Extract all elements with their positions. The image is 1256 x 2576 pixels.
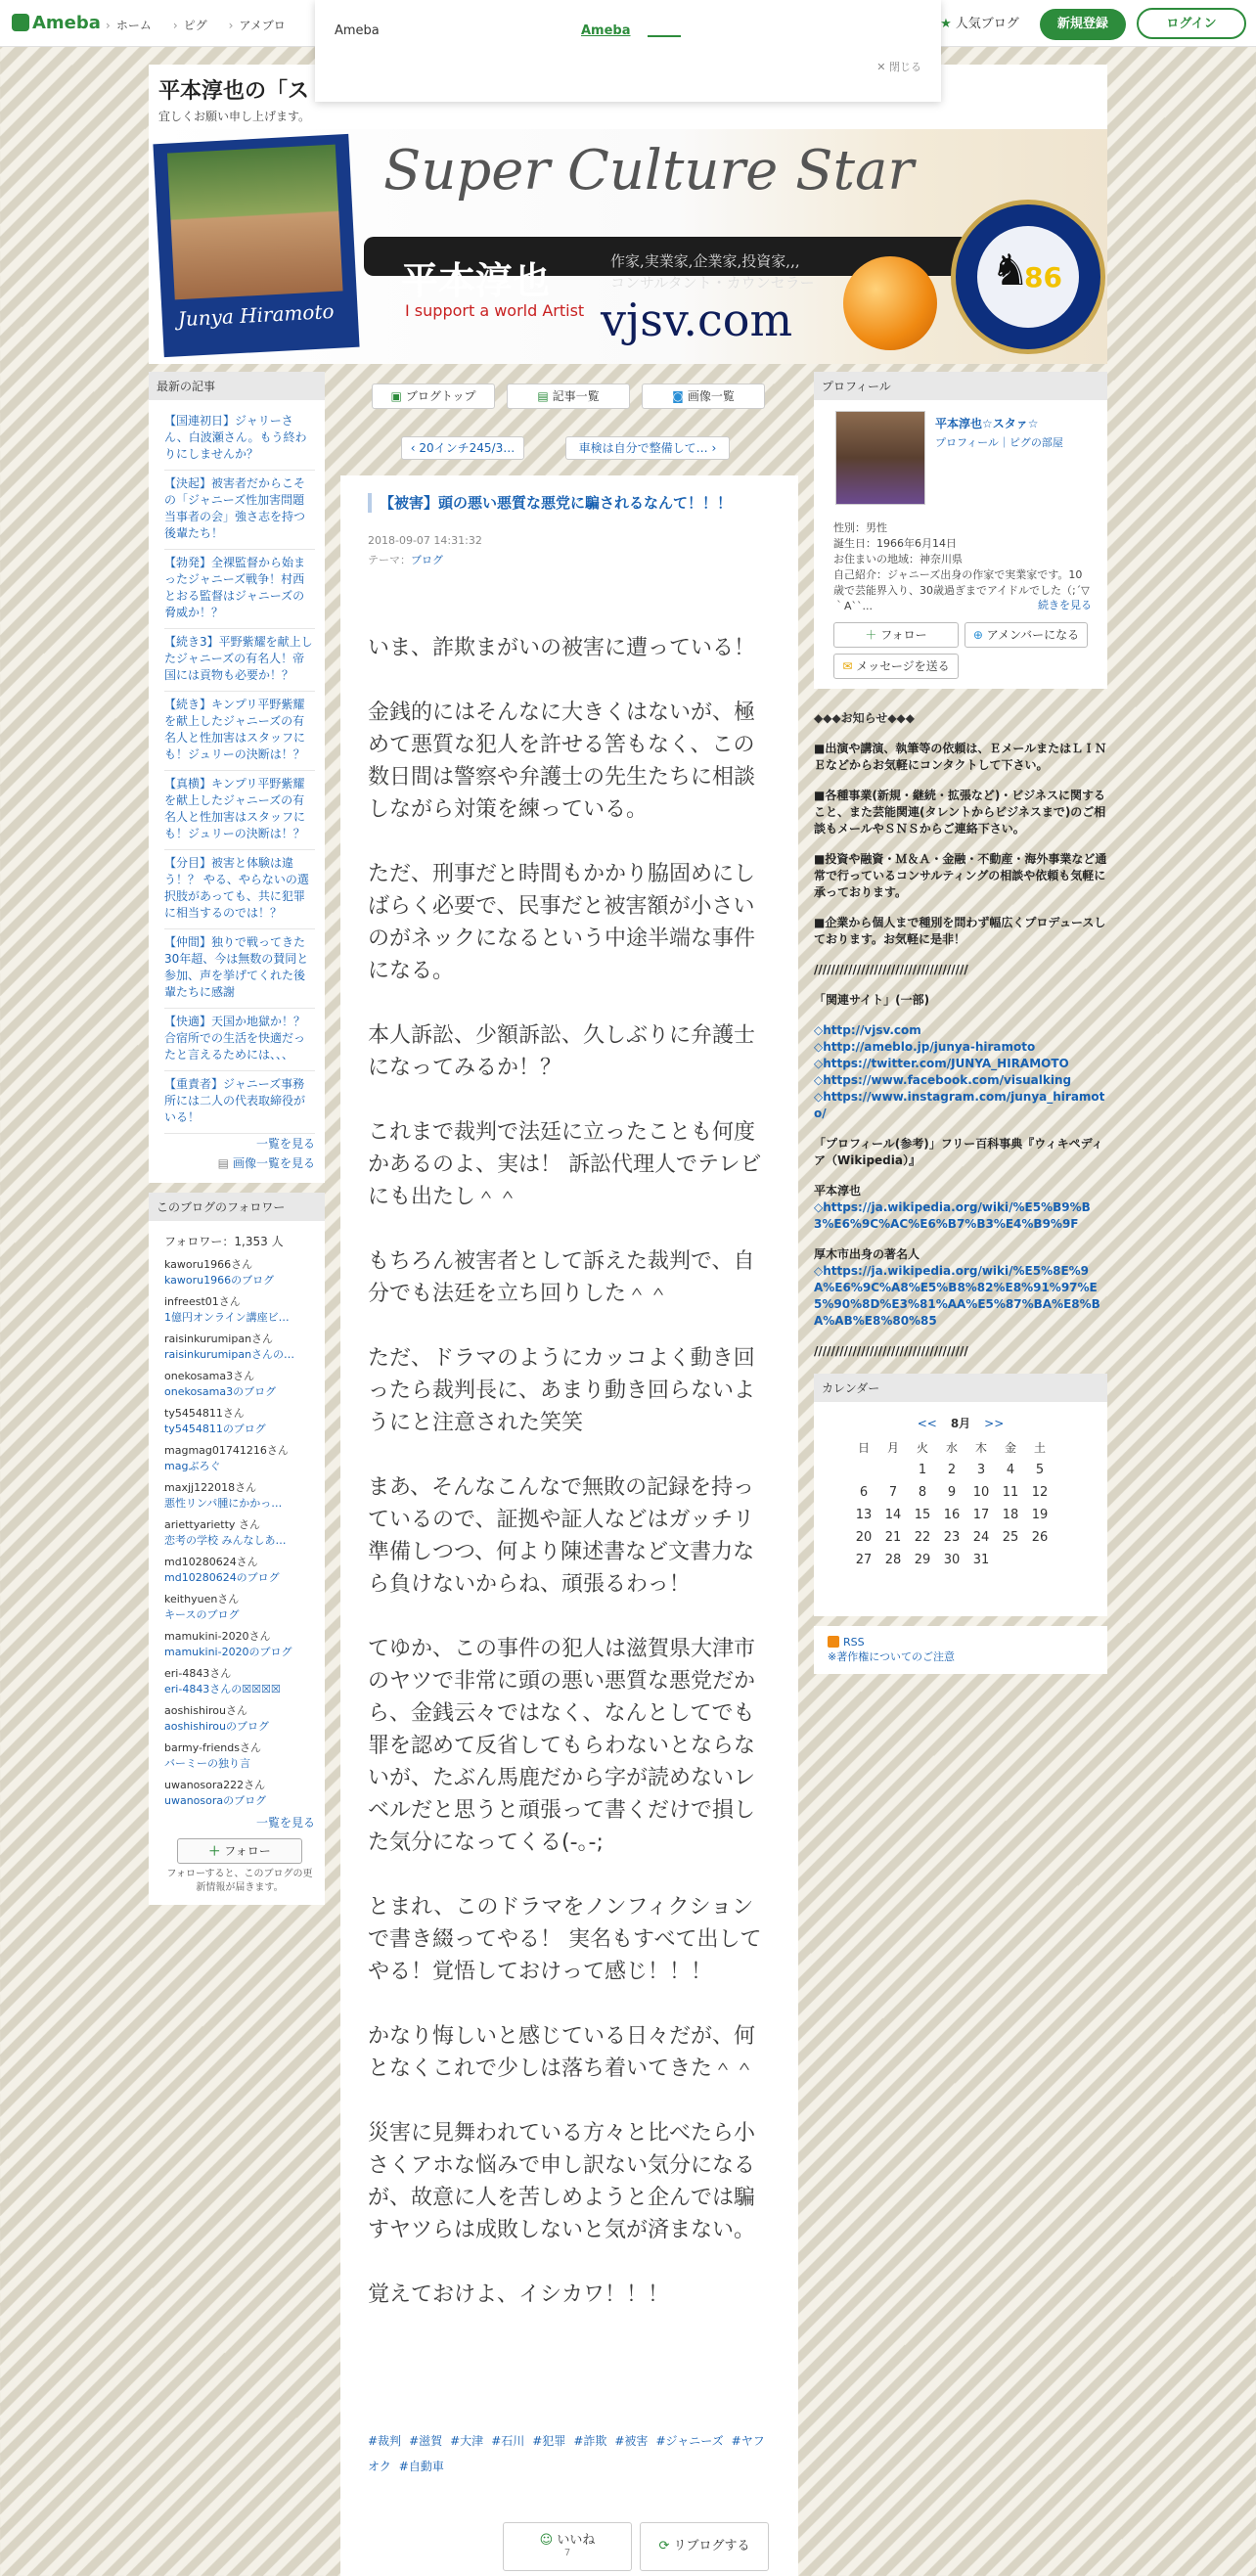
calendar-day: 13: [855, 1508, 873, 1522]
profile-follow-button[interactable]: ＋ フォロー: [833, 622, 959, 648]
banner-main-title: Super Culture Star: [383, 139, 915, 203]
hashtag-link[interactable]: #ヤフオク: [368, 2434, 765, 2473]
follower-user[interactable]: raisinkurumipanさん: [164, 1333, 274, 1345]
image-icon: ◙: [672, 389, 684, 403]
home-icon: ▣: [390, 389, 402, 403]
like-count: 7: [563, 2548, 571, 2558]
hashtag-link[interactable]: #ジャニーズ: [655, 2434, 724, 2448]
follow-button[interactable]: ＋ フォロー: [177, 1838, 302, 1864]
follower-user[interactable]: keithyuenさん: [164, 1593, 240, 1605]
followers-list: [149, 1221, 325, 1905]
popup-link[interactable]: Ameba: [581, 23, 631, 38]
follower-user[interactable]: eri-4843さん: [164, 1667, 232, 1680]
login-button[interactable]: ログイン: [1137, 8, 1246, 39]
calendar-day: 12: [1031, 1485, 1049, 1500]
article-paragraph: いま、詐欺まがいの被害に遭っている！: [368, 636, 756, 660]
wiki-label: 平本淳也: [814, 1184, 862, 1198]
cal-month: 8月: [950, 1417, 971, 1430]
follower-blog-link[interactable]: md10280624のブログ: [164, 1571, 280, 1584]
image-list-link[interactable]: ▤ 画像一覧を見る: [164, 1153, 315, 1173]
notice-item: ■投資や融資・Ｍ＆Ａ・金融・不動産・海外事業など通常で行っているコンサルティングの相談や依頼も気軽に承っております。: [814, 852, 1107, 899]
orange-orb: [843, 256, 937, 350]
follower-blog-link[interactable]: 恋考の学校 みんなしあ…: [164, 1534, 287, 1547]
hashtag-link[interactable]: #石川: [491, 2434, 525, 2448]
top-actions: [940, 8, 1246, 40]
recent-entry[interactable]: 【続き3】平野紫耀を献上したジャニーズの有名人！帝国には貢物も必要か！？: [164, 629, 315, 692]
popup-close-button[interactable]: ✕ 閉じる: [876, 61, 921, 73]
calendar-week: [849, 1481, 1054, 1504]
popup-label: Ameba: [335, 23, 380, 38]
follower-blog-link[interactable]: 1億円オンライン講座ビ…: [164, 1311, 290, 1324]
recent-entry[interactable]: 【決起】被害者だからこその「ジャニーズ性加害問題当事者の会」強さ志を持つ後輩たち！: [164, 471, 315, 550]
calendar-widget: [814, 1374, 1107, 1616]
follower-blog-link[interactable]: onekosama3のブログ: [164, 1385, 277, 1398]
plus-icon: ＋: [208, 1844, 221, 1858]
calendar-day: 15: [914, 1508, 931, 1522]
profile-info-line: お住まいの地域：神奈川県: [833, 553, 963, 565]
recent-entry[interactable]: 【快適】天国か地獄か！？合宿所での生活を快適だったと言えるためには、、、: [164, 1009, 315, 1071]
follower-item: [164, 1330, 315, 1367]
recent-entry[interactable]: 【重責者】ジャニーズ事務所には二人の代表取締役がいる！: [164, 1071, 315, 1134]
follower-blog-link[interactable]: kaworu1966のブログ: [164, 1274, 275, 1287]
article-theme: テーマ：ブログ: [368, 554, 443, 566]
followers-header: このブログのフォロワー: [149, 1193, 325, 1221]
follower-user[interactable]: uwanosora222さん: [164, 1779, 266, 1791]
follower-item: [164, 1255, 315, 1292]
calendar-day: 23: [943, 1530, 961, 1545]
follower-blog-link[interactable]: ty5454811のブログ: [164, 1423, 266, 1435]
notice-item: ■企業から個人まで種別を問わず幅広くプロデュースしております。お気軽に是非！: [814, 916, 1106, 946]
related-links: [814, 1022, 1107, 1122]
calendar-day: 4: [1006, 1463, 1015, 1477]
follow-note: フォローすると、このブログの更新情報が届きます。: [166, 1869, 313, 1893]
global-nav: [106, 17, 307, 33]
calendar-day: 21: [884, 1530, 902, 1545]
article-paragraph: 覚えておけよ、イシカワ！！！: [368, 2282, 670, 2307]
recent-entry[interactable]: 【仲間】独りで戦ってきた30年超、今は無数の賛同と参加、声を挙げてくれた後輩たちに感謝: [164, 929, 315, 1009]
calendar-day: 5: [1035, 1463, 1045, 1477]
wiki-link[interactable]: ◇https://ja.wikipedia.org/wiki/%E5%B9%B3%E6%9C%AC%E6%B7%B3%E4%B9%9F: [814, 1200, 1091, 1231]
divider: ////////////////////////////////////: [814, 963, 968, 976]
follower-item: [164, 1739, 315, 1776]
wiki-link[interactable]: ◇https://ja.wikipedia.org/wiki/%E5%8E%9A%E6%9C%A8%E5%B8%82%E8%91%97%E5%90%8D%E3%81%AA%E5%87%BA%E8%BA%AB%E8%80%85: [814, 1264, 1100, 1328]
related-link[interactable]: ◇http://vjsv.com: [814, 1023, 921, 1037]
blog-header: [149, 65, 1107, 364]
article-paragraph: てゆか、この事件の犯人は滋賀県大津市のヤツで非常に頭の悪い悪質な悪党だから、金銭云々ではなく、なんとしてでも罪を認めて反省してもらわないとならないが、たぶん馬鹿だから字が読めないレベルだと思うと頑張って書くだけで損した気分になってくる(-｡-;: [368, 1637, 756, 1855]
calendar-day: [996, 1549, 1025, 1571]
weekday-label: 月: [886, 1441, 899, 1455]
notice-item: ■各種事業(新規・継続・拡張など)・ビジネスに関すること、また芸能関連(タレントからビジネスまで)のご相談もメールやＳＮＳからご連絡下さい。: [814, 789, 1106, 836]
calendar-day: [878, 1459, 908, 1481]
hashtag-link[interactable]: #被害: [614, 2434, 649, 2448]
amember-button[interactable]: ⊕ アメンバーになる: [964, 622, 1088, 648]
follower-user[interactable]: ty5454811さん: [164, 1407, 245, 1420]
recent-entry[interactable]: 【勃発】全裸監督から始まったジャニーズ戦争！村西とおる監督はジャニーズの脅威か！？: [164, 550, 315, 629]
calendar-week: [849, 1526, 1054, 1549]
recent-entries-header: 最新の記事: [149, 372, 325, 400]
related-header: 「関連サイト」(一部): [814, 993, 930, 1007]
blog-title[interactable]: 平本淳也の「ス: [158, 79, 310, 104]
follower-user[interactable]: infreest01さん: [164, 1295, 241, 1308]
follower-blog-link[interactable]: aoshishirouのブログ: [164, 1720, 269, 1733]
related-link[interactable]: ◇http://ameblo.jp/junya-hiramoto: [814, 1040, 1036, 1054]
rss-icon: [828, 1636, 839, 1648]
calendar-week: [849, 1459, 1054, 1481]
nav-pigg[interactable]: › ピグ: [173, 19, 207, 32]
rss-widget: [814, 1626, 1107, 1674]
follower-user[interactable]: maxjj122018さん: [164, 1481, 257, 1494]
follower-user[interactable]: md10280624さん: [164, 1556, 258, 1568]
popular-blog-link[interactable]: ★ 人気ブログ: [940, 17, 1019, 31]
follower-blog-link[interactable]: バーミーの独り言: [164, 1757, 250, 1770]
calendar-nav: [814, 1415, 1107, 1431]
calendar-day: 1: [918, 1463, 927, 1477]
reblog-button[interactable]: ⟳ リブログする: [640, 2522, 769, 2571]
cal-prev-link[interactable]: <<: [917, 1417, 937, 1430]
free-area: [814, 699, 1107, 1360]
article-paragraph: 金銭的にはそんなに大きくはないが、極めて悪質な犯人を許せる筈もなく、この数日間は警察や弁護士の先生たちに相談しながら対策を練っている。: [368, 700, 756, 822]
article-paragraph: ただ、刑事だと時間もかかり脇固めにしばらく必要で、民事だと被害額が小さいのがネックになるという中途半端な事件になる。: [368, 862, 756, 983]
related-link[interactable]: ◇https://www.instagram.com/junya_hiramoto/: [814, 1090, 1105, 1120]
blog-top-button[interactable]: ▣ ブログトップ: [372, 384, 495, 409]
pegasus-emblem: [951, 200, 1105, 354]
chevron-left-icon: ‹: [410, 441, 420, 455]
hashtag-link[interactable]: #犯罪: [532, 2434, 566, 2448]
weekday-label: 土: [1033, 1441, 1046, 1455]
wiki-block: [814, 1183, 1107, 1233]
calendar-day: 6: [859, 1485, 869, 1500]
register-button[interactable]: 新規登録: [1040, 9, 1126, 40]
left-sidebar: [149, 372, 325, 1915]
follower-user[interactable]: aoshishirouさん: [164, 1704, 247, 1717]
recent-entry[interactable]: 【真横】キンプリ平野紫耀を献上したジャニーズの有名人と性加害はスタッフにも！ジュリーの決断は！？: [164, 771, 315, 850]
follower-count: フォロワー：1,353 人: [164, 1235, 284, 1248]
calendar-day: 20: [855, 1530, 873, 1545]
follower-item: [164, 1367, 315, 1404]
wiki-block: [814, 1246, 1107, 1330]
calendar-header: カレンダー: [814, 1374, 1107, 1402]
calendar-day: [849, 1459, 878, 1481]
profile-name[interactable]: 平本淳也☆スタァ☆: [935, 417, 1039, 430]
profile-info-line: 自己紹介：ジャニーズ出身の作家で実業家です。10歳で芸能界入り、30歳過ぎまでアイドルでした（;´▽｀A``...: [833, 568, 1090, 612]
recent-entries-list: [149, 400, 325, 1183]
next-entry-link[interactable]: 車検は自分で整備して… ›: [565, 436, 730, 460]
calendar-day: 10: [972, 1485, 990, 1500]
banner-name: 平本淳也: [401, 258, 551, 302]
ameba-logo[interactable]: Ameba: [12, 13, 101, 33]
calendar-day: 2: [947, 1463, 957, 1477]
article-date: 2018-09-07 14:31:32: [368, 534, 482, 547]
article-paragraph: もちろん被害者として訴えた裁判で、自分でも法廷を立ち回りした＾＾: [368, 1249, 755, 1306]
hashtag-link[interactable]: #滋賀: [409, 2434, 443, 2448]
calendar-day: 19: [1031, 1508, 1049, 1522]
recent-entries-widget: [149, 372, 325, 1183]
calendar-week: [849, 1504, 1054, 1526]
profile-info-line: 性別：男性: [833, 521, 887, 534]
chevron-right-icon: ›: [707, 441, 717, 455]
profile-header: プロフィール: [814, 372, 1107, 400]
wiki-label: 厚木市出身の著名人: [814, 1247, 920, 1261]
notice-header: ◆◆◆お知らせ◆◆◆: [814, 711, 916, 725]
theme-link[interactable]: ブログ: [411, 554, 443, 566]
amember-icon: ⊕: [972, 628, 983, 642]
calendar-day: [1025, 1549, 1054, 1571]
calendar-day: 29: [914, 1553, 931, 1567]
follower-user[interactable]: kaworu1966さん: [164, 1258, 253, 1271]
article-paragraph: 災害に見舞われている方々と比べたら小さくアホな悩みで申し訳ない気分になるが、故意に人を苦しめようと企んでは騙すヤツらは成敗しないと気が済まない。: [368, 2121, 756, 2242]
hashtag-link[interactable]: #詐欺: [573, 2434, 607, 2448]
follower-blog-link[interactable]: uwanosoraのブログ: [164, 1794, 267, 1807]
follower-item: [164, 1590, 315, 1627]
hashtags: [368, 2428, 773, 2479]
hashtag-link[interactable]: #大津: [450, 2434, 484, 2448]
profile-avatar[interactable]: [835, 411, 925, 505]
document-icon: ▤: [537, 389, 549, 403]
portrait-image: [167, 145, 343, 300]
emblem-number: 86: [1024, 261, 1062, 294]
signature: Junya Hiramoto: [177, 298, 336, 332]
article-paragraph: 本人訴訟、少額訴訟、久しぶりに弁護士になってみるか！？: [368, 1023, 756, 1080]
profile-info-line: 誕生日：1966年6月14日: [833, 537, 957, 550]
calendar-table: [849, 1436, 1054, 1571]
followers-more-link[interactable]: 一覧を見る: [255, 1816, 315, 1830]
follower-item: [164, 1627, 315, 1664]
follower-user[interactable]: mamukini-2020さん: [164, 1630, 271, 1643]
recent-more-link[interactable]: 一覧を見る: [255, 1137, 315, 1151]
banner-url: vjsv.com: [601, 294, 793, 346]
calendar-day: 17: [972, 1508, 990, 1522]
banner-tagline: 作家,実業家,企業家,投資家,,, コンサルタント・カウンセラー: [610, 252, 815, 292]
banner-support: I support a world Artist: [405, 301, 585, 320]
message-button[interactable]: ✉ メッセージを送る: [833, 654, 959, 679]
follower-blog-link[interactable]: キースのブログ: [164, 1608, 240, 1621]
follower-item: [164, 1701, 315, 1739]
follower-blog-link[interactable]: mamukini-2020のブログ: [164, 1646, 292, 1658]
article-paragraph: かなり悔しいと感じている日々だが、何となくこれで少しは落ち着いてきた＾＾: [368, 2024, 756, 2081]
calendar-day: 25: [1002, 1530, 1019, 1545]
follower-item: [164, 1776, 315, 1813]
hashtag-link[interactable]: #自動車: [398, 2460, 444, 2473]
article: [340, 475, 798, 2576]
follower-item: [164, 1441, 315, 1478]
follower-user[interactable]: ariettyarietty さん: [164, 1518, 260, 1531]
articles-button[interactable]: ▤ 記事一覧: [507, 384, 630, 409]
weekday-label: 金: [1004, 1441, 1016, 1455]
recent-entry[interactable]: 【国連初日】ジャリーさん、白波瀬さん。もう終わりにしませんか？: [164, 408, 315, 471]
article-paragraph: これまで裁判で法廷に立ったことも何度かあるのよ、実は！ 訴訟代理人でテレビにも出たし＾＾: [368, 1120, 762, 1209]
reblog-icon: ⟳: [658, 2539, 670, 2553]
follower-blog-link[interactable]: eri-4843さんの☒☒☒☒: [164, 1683, 281, 1695]
followers-widget: [149, 1193, 325, 1905]
divider: ////////////////////////////////////: [814, 1344, 968, 1358]
calendar-day: 27: [855, 1553, 873, 1567]
follower-item: [164, 1404, 315, 1441]
calendar-day: 22: [914, 1530, 931, 1545]
hashtag-link[interactable]: #裁判: [368, 2434, 402, 2448]
follower-user[interactable]: onekosama3さん: [164, 1370, 255, 1382]
calendar-day: 18: [1002, 1508, 1019, 1522]
nav-ameblo[interactable]: › アメブロ: [229, 19, 286, 32]
calendar-day: 24: [972, 1530, 990, 1545]
follower-item: [164, 1664, 315, 1701]
calendar-day: 14: [884, 1508, 902, 1522]
calendar-day: 28: [884, 1553, 902, 1567]
images-button[interactable]: ◙ 画像一覧: [642, 384, 765, 409]
calendar-day: 3: [976, 1463, 986, 1477]
article-paragraph: とまれ、このドラマをノンフィクションで書き綴ってやる！ 実名もすべて出してやる！覚悟しておけって感じ！！！: [368, 1895, 762, 1984]
like-button[interactable]: ☺ いいね 7: [503, 2522, 632, 2571]
nav-home[interactable]: › ホーム: [106, 19, 152, 32]
follower-blog-link[interactable]: 悪性リンパ腫にかかっ…: [164, 1497, 283, 1510]
calendar-day: 8: [918, 1485, 927, 1500]
plus-icon: ＋: [865, 628, 877, 642]
follower-blog-link[interactable]: raisinkurumipanさんの…: [164, 1348, 295, 1361]
smile-icon: ☺: [539, 2533, 554, 2548]
popup-banner: [315, 0, 941, 102]
cal-next-link[interactable]: >>: [984, 1417, 1005, 1430]
related-link[interactable]: ◇https://twitter.com/JUNYA_HIRAMOTO: [814, 1057, 1069, 1070]
header-banner: [149, 129, 1107, 364]
wiki-header: 「プロフィール(参考)」フリー百科事典『ウィキペディア（Wikipedia）』: [814, 1137, 1103, 1167]
mail-icon: ✉: [842, 659, 853, 673]
follower-item: [164, 1478, 315, 1515]
calendar-weekdays: [849, 1436, 1054, 1459]
follower-item: [164, 1515, 315, 1553]
prev-entry-link[interactable]: ‹ 20インチ245/3…: [401, 436, 524, 460]
profile-links[interactable]: プロフィール｜ピグの部屋: [935, 436, 1063, 449]
copyright-link[interactable]: ※著作権についてのご注意: [828, 1650, 955, 1663]
notice-item: ■出演や講演、執筆等の依頼は、ＥメールまたはＬＩＮＥなどからお気軽にコンタクトして下さい。: [814, 742, 1107, 772]
calendar-week: [849, 1549, 1054, 1571]
follower-user[interactable]: magmag01741216さん: [164, 1444, 289, 1457]
article-body: [368, 632, 773, 2343]
recent-entry[interactable]: 【続き】キンプリ平野紫耀を献上したジャニーズの有名人と性加害はスタッフにも！ジュリーの決断は！？: [164, 692, 315, 771]
blog-description: 宜しくお願い申し上げます。: [158, 110, 311, 123]
follower-blog-link[interactable]: magぶろぐ: [164, 1460, 221, 1472]
weekday-label: 木: [974, 1441, 987, 1455]
article-paragraph: ただ、ドラマのようにカッコよく動き回ったら裁判長に、あまり動き回らないようにと注意された笑笑: [368, 1346, 756, 1435]
recent-entry[interactable]: 【分目】被害と体験は違う！？ やる、やらないの選択肢があっても、共に犯罪に相当するのでは！？: [164, 850, 315, 929]
rss-link[interactable]: RSS: [843, 1636, 865, 1649]
article-title[interactable]: 【被害】頭の悪い悪質な悪党に騙されるなんて！！！: [368, 493, 779, 513]
follower-user[interactable]: barmy-friendsさん: [164, 1741, 261, 1754]
calendar-day: 9: [947, 1485, 957, 1500]
profile-widget: [814, 372, 1107, 689]
popup-underline: [648, 35, 681, 37]
calendar-day: 31: [972, 1553, 990, 1567]
pegasus-icon: ♞: [991, 246, 1030, 295]
right-sidebar: [814, 372, 1107, 1684]
ameba-logo-icon: [12, 14, 29, 31]
calendar-day: 11: [1002, 1485, 1019, 1500]
calendar-day: 7: [888, 1485, 898, 1500]
weekday-label: 日: [857, 1441, 870, 1455]
calendar-day: 16: [943, 1508, 961, 1522]
follower-item: [164, 1553, 315, 1590]
weekday-label: 火: [916, 1441, 928, 1455]
weekday-label: 水: [945, 1441, 958, 1455]
follower-item: [164, 1292, 315, 1330]
calendar-day: 26: [1031, 1530, 1049, 1545]
calendar-day: 30: [943, 1553, 961, 1567]
profile-more-link[interactable]: 続きを見る: [1038, 599, 1092, 611]
profile-photo: [153, 134, 359, 357]
related-link[interactable]: ◇https://www.facebook.com/visualking: [814, 1073, 1072, 1087]
article-paragraph: まあ、そんなこんなで無敗の記録を持っているので、証拠や証人などはガッチリ準備しつつ、何より陳述書など文書力なら負けないからね、頑張るわっ！: [368, 1475, 755, 1597]
